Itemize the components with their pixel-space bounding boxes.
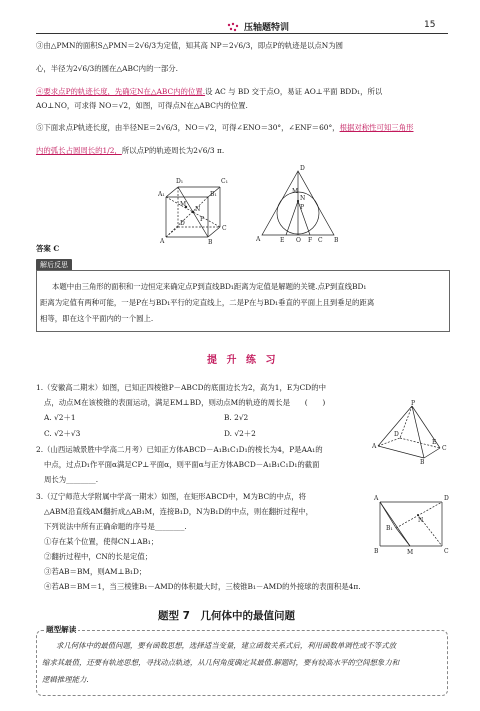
type-guide-line-3: 逻辑推理能力. — [42, 675, 89, 684]
answer-line: 答案 C — [36, 244, 60, 253]
type-guide-line-1: 求几何体中的最值问题，要有函数思想，选择适当变量，建立函数关系式后，利用函数单调性或不等式放 — [56, 641, 396, 650]
fold-label-A: A — [374, 495, 379, 502]
cube-label-N: N — [195, 206, 201, 213]
fold-label-B: B — [374, 548, 379, 555]
header-deco — [225, 18, 241, 30]
q3-statement-3: ③若AB＝BM，则AM⊥B₁D； — [44, 567, 147, 576]
tri-label-M: M — [292, 188, 299, 195]
solution-line-1: ③由△PMN的面积S△PMN＝2√6/3为定值，知其高 NP＝2√6/3，即点P的轨迹是以点N为圆 — [36, 41, 344, 50]
cube-label-B: B — [208, 239, 213, 245]
q3-statement-2: ②翻折过程中，CN的长是定值； — [44, 552, 153, 561]
cube-figure — [158, 163, 240, 245]
type-guide-tag: 题型解读 — [46, 625, 77, 634]
cube-label-P: P — [200, 216, 205, 223]
page-number: 15 — [424, 20, 436, 30]
fold-label-M: M — [407, 549, 414, 556]
type-guide-line-2: 缩求其最值，还要有轨迹思想，寻找动点轨迹，从几何角度确定其最值.解题时，要有较高水平的空间想象力和 — [42, 658, 400, 667]
q3-line-3: 下列说法中所有正确命题的序号是________. — [44, 522, 187, 531]
triangle-circle-figure — [256, 163, 340, 245]
pyr-label-E: E — [432, 439, 437, 446]
q1-option-d: D. √2＋2 — [224, 429, 256, 438]
fold-label-N: N — [418, 517, 424, 524]
header-rule — [36, 33, 448, 34]
q2-line-1: 2.（山西运城景胜中学高二月考）已知正方体ABCD－A₁B₁C₁D₁的棱长为4，P是AA₁的 — [36, 445, 323, 454]
tri-label-D: D — [300, 165, 305, 172]
pyr-label-C: C — [442, 445, 447, 452]
cube-label-M: M — [180, 201, 187, 208]
fold-figure — [372, 492, 452, 558]
q3-line-1: 3.（辽宁师范大学附属中学高一期末）如图，在矩形ABCD中，M为BC的中点，将 — [36, 492, 307, 501]
tri-label-P: P — [300, 204, 305, 211]
q3-statement-1: ①存在某个位置，使得CN⊥AB₁； — [44, 537, 159, 546]
section-title: 提 升 练 习 — [207, 355, 279, 366]
q1-option-a: A. √2＋1 — [44, 413, 76, 422]
tri-label-F: F — [308, 237, 313, 244]
q3-statement-4: ④若AB＝BM＝1，当三棱锥B₁－AMD的体积最大时，三棱锥B₁－AMD的外接球的表面积是4π. — [44, 582, 361, 591]
pyramid-figure — [372, 400, 448, 464]
cube-label-C1: C₁ — [221, 178, 228, 185]
pyr-label-P: P — [411, 400, 416, 407]
cube-label-C: C — [222, 225, 227, 232]
fold-label-C: C — [444, 548, 449, 555]
fold-label-B1: B₁ — [386, 525, 393, 532]
q2-line-3: 周长为________. — [44, 475, 99, 484]
pyr-label-D: D — [394, 431, 399, 438]
fold-label-D: D — [444, 495, 449, 502]
solution-line-5: ⑤下面求点P轨迹长度，由半径NE＝2√6/3，NO＝√2，可得∠ENO＝30°，∠ENF＝60°，根据对称性可知三角形 — [36, 123, 414, 132]
solution-line-6: 内的弧长占圆周长的1/2，所以点P的轨迹周长为2√6/3 π. — [36, 146, 225, 155]
q1-option-c: C. √2＋√3 — [44, 429, 81, 438]
cube-label-A: A — [160, 238, 165, 245]
tri-label-A: A — [256, 236, 261, 243]
solution-line-4: AO⊥NO，可求得 NO＝√2，如图，可得点N在△ABC内的位置. — [36, 101, 248, 110]
pyr-label-B: B — [420, 459, 425, 464]
cube-label-D1: D₁ — [176, 178, 184, 185]
flower-ornament-icon — [225, 21, 241, 33]
cube-label-D: D — [180, 220, 185, 227]
solution-line-3: ④要求点P的轨迹长度，先确定N在△ABC内的位置.设 AC 与 BD 交于点O，易证 AO⊥平面 BDD₁，所以 — [36, 87, 383, 96]
reflection-tag: 解后反思 — [36, 259, 72, 271]
tri-label-O: O — [296, 237, 301, 244]
q2-line-2: 中点，过点D₁作平面α满足CP⊥平面α，则平面α与正方体ABCD－A₁B₁C₁D₁的截面 — [44, 460, 320, 469]
highlight-text: ④要求点P的轨迹长度，先确定N在△ABC内的位置. — [36, 87, 206, 96]
tri-label-C: C — [318, 237, 323, 244]
q1-line-1: 1.（安徽高二期末）如图，已知正四棱锥P－ABCD的底面边长为2，高为1，E为CD的中 — [36, 383, 327, 392]
q1-option-b: B. 2√2 — [224, 413, 249, 422]
reflection-line-2: 距离为定值有两种可能，一是P在与BD₁平行的定直线上，二是P在与BD₁垂直的平面上且到垂足的距离 — [40, 298, 375, 307]
topic-heading: 题型 7 几何体中的最值问题 — [158, 610, 295, 622]
tri-label-N: N — [300, 195, 306, 202]
q1-line-2: 点，动点M在该棱锥的表面运动，满足EM⊥BD，则动点M的轨迹的周长是 ( ) — [44, 398, 326, 407]
reflection-line-1: 本题中由三角形的面积和一边恒定来确定点P到直线BD₁距离为定值是解题的关键.点P到直线BD₁ — [52, 282, 367, 291]
reflection-line-3: 相等，即在这个平面内的一个圆上. — [40, 314, 154, 323]
running-header-title: 压轴题特训 — [244, 23, 290, 33]
tri-label-B: B — [334, 237, 339, 244]
tri-label-E: E — [280, 237, 285, 244]
cube-label-B1: B₁ — [210, 191, 217, 198]
cube-label-A1: A₁ — [158, 191, 165, 198]
q3-line-2: △ABM沿直线AM翻折成△AB₁M，连接B₁D，N为B₁D的中点，则在翻折过程中， — [44, 507, 313, 516]
solution-line-2: 心，半径为2√6/3的圆在△ABC内的一部分. — [36, 64, 178, 73]
pyr-label-A: A — [372, 443, 377, 450]
